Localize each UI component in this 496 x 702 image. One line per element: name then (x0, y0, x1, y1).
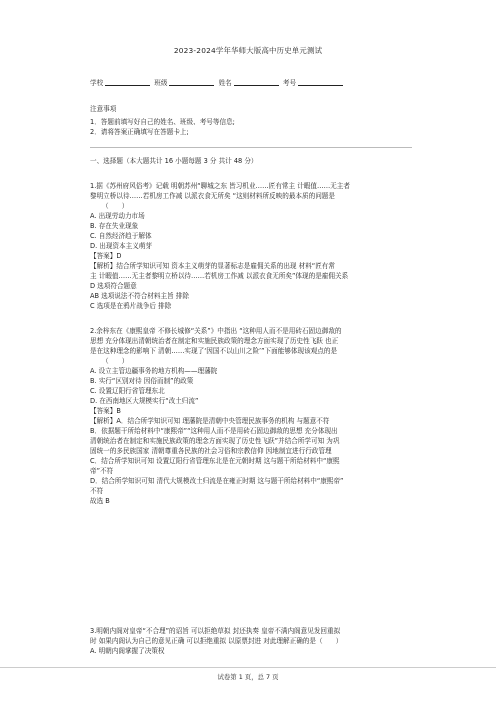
analysis-line: 不符 (90, 487, 104, 495)
analysis-line: AB 选项说法不符合材料主旨 排除 (90, 292, 189, 300)
question-text: 是在这种理念的影响下 清朝……实现了‘因国不以山川之险’”下面能够体现该观点的是 (90, 347, 338, 355)
question-3 (90, 626, 412, 656)
question-text: 思想 充分体现出清朝统治者在制定和实施民族政策的理念方面实现了历史性飞跃 也正 (90, 337, 339, 345)
analysis-line: 帝”不符 (90, 467, 114, 475)
analysis-line: C．结合所学知识可知 设置辽阳行省管理东北是在元朝时期 这与题干所给材料中“康熙 (90, 457, 340, 465)
analysis-line: 【解析】A．结合所学知识可知 理藩院是清朝中央管理民族事务的机构 与题意不符 (90, 417, 330, 425)
notice-section (90, 104, 412, 137)
option-d: D. 在西南地区大规模实行“改土归流” (90, 397, 199, 405)
analysis-line: C 选项是在鸦片战争后 排除 (90, 302, 172, 310)
option-a: A. 设立主管边疆事务的地方机构——理藩院 (90, 367, 218, 375)
page-footer: 试卷第 1 页，总 7 页 (217, 673, 279, 681)
option-d: D. 出现资本主义萌芽 (90, 242, 153, 250)
name-label: 姓名 (218, 79, 232, 87)
page-title: 2023-2024学年华师大版高中历史单元测试 (173, 46, 323, 55)
question-text: 1.据《苏州府风俗考》记载 明朝苏州“聊城之东 皆习机业……匠有常主 计暇值……无主者 (90, 182, 350, 190)
footer-divider (0, 667, 496, 668)
section-heading: 一、选择题（本大题共计 16 小题每题 3 分 共计 48 分） (90, 157, 258, 165)
option-a: A. 明朝内阁掌握了决策权 (90, 647, 165, 655)
answer-line: 【答案】D (90, 252, 122, 260)
question-text: 黎明立桥以待……若机房工作减 以派衣食无所矣 “这则材料所反映的最本质的问题是 (90, 192, 335, 200)
analysis-line: 清朝统治者在制定和实施民族政策的理念方面实现了历史性飞跃”并结合所学可知 为巩 (90, 437, 340, 445)
question-text: 2.余梓东在《康熙皇帝 不修长城修“关系”》中指出 “这种用人而不是用砖石固边御敌的 (90, 327, 342, 335)
question-text: （ ） (102, 202, 129, 210)
option-c: C. 设置辽阳行省管理东北 (90, 387, 165, 395)
question-text: （ ） (102, 357, 129, 365)
analysis-line: 固统一的多民族国家 清朝尊重各民族的社会习俗和宗教信仰 因地制宜进行行政管理 (90, 447, 332, 455)
option-b: B. 存在失业现象 (90, 222, 139, 230)
school-label: 学校 (90, 79, 104, 87)
analysis-line: 【解析】结合所学知识可知 资本主义萌芽的显著标志是雇佣关系的出现 材料“匠有常 (90, 262, 335, 270)
option-a: A. 出现劳动力市场 (90, 212, 145, 220)
notice-item: 1．答题前填写好自己的姓名、班级、考号等信息; (90, 118, 235, 126)
question-2 (90, 326, 412, 506)
student-info-row (90, 78, 345, 88)
analysis-line: D 选项符合题意 (90, 282, 137, 290)
school-blank[interactable] (105, 78, 150, 86)
option-c: C. 自然经济趋于解体 (90, 232, 152, 240)
analysis-line: 故选 B (90, 497, 110, 505)
class-label: 班级 (154, 79, 168, 87)
analysis-line: 主 计暇值……无主者黎明立桥以待……若机房工作减 以派衣食无所矣”体现的是雇佣关系 (90, 272, 349, 280)
question-1 (90, 181, 412, 311)
class-blank[interactable] (169, 78, 214, 86)
name-blank[interactable] (234, 78, 279, 86)
divider (90, 147, 412, 148)
analysis-line: D．结合所学知识可知 清代大规模改土归流是在雍正时期 这与题干所给材料中“康熙帝” (90, 477, 344, 485)
exam-number-blank[interactable] (298, 78, 343, 86)
question-text: 时 如果内阁认为自己的意见正确 可以拒绝重拟 以原票封进 对此理解正确的是（ ） (90, 637, 343, 645)
notice-heading: 注意事项 (90, 105, 117, 113)
notice-item: 2．请将答案正确填写在答题卡上; (90, 128, 189, 136)
question-text: 3.明朝内阁对皇帝“不合理”的诏旨 可以拒绝草拟 封还执奏 皇帝不满内阁意见发回重拟 (90, 627, 341, 635)
exam-number-label: 考号 (282, 79, 297, 87)
option-b: B. 实行“区别对待 因俗而制”的政策 (90, 377, 194, 385)
answer-line: 【答案】B (90, 407, 121, 415)
analysis-line: B．依据题干所给材料中“康熙帝”“这种用人而不是用砖石固边御敌的思想 充分体现出 (90, 427, 338, 435)
